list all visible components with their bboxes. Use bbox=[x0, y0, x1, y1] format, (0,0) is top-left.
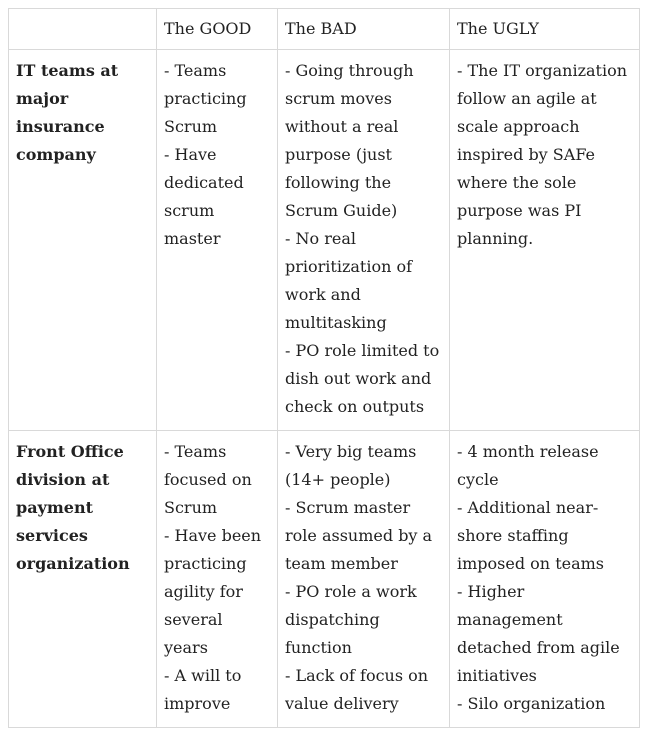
header-empty bbox=[9, 9, 157, 50]
good-item: - A will to improve bbox=[164, 666, 242, 713]
row-label: Front Office division at payment services organization bbox=[9, 431, 157, 728]
good-cell bbox=[157, 431, 278, 728]
bad-item: - PO role limited to dish out work and check on outputs bbox=[285, 341, 440, 416]
bad-item: - Going through scrum moves without a real purpose (just following the Scrum Guide) bbox=[285, 61, 414, 220]
header-good: The GOOD bbox=[157, 9, 278, 50]
good-item: - Have been practicing agility for several years bbox=[164, 526, 262, 657]
good-item: - Teams practicing Scrum bbox=[164, 61, 247, 136]
good-item: - Teams focused on Scrum bbox=[164, 442, 252, 517]
table-row bbox=[9, 50, 640, 431]
ugly-item: - Higher management detached from agile initiatives bbox=[457, 582, 620, 685]
good-cell bbox=[157, 50, 278, 431]
table-row bbox=[9, 431, 640, 728]
ugly-item: - Silo organization bbox=[457, 694, 606, 713]
ugly-cell bbox=[450, 50, 640, 431]
bad-item: - No real prioritization of work and multitasking bbox=[285, 229, 413, 332]
header-ugly: The UGLY bbox=[450, 9, 640, 50]
bad-item: - Scrum master role assumed by a team member bbox=[285, 498, 433, 573]
bad-item: - PO role a work dispatching function bbox=[285, 582, 417, 657]
ugly-item: - Additional near-shore staffing imposed on teams bbox=[457, 498, 605, 573]
comparison-table bbox=[8, 8, 640, 728]
header-row bbox=[9, 9, 640, 50]
ugly-item: - 4 month release cycle bbox=[457, 442, 599, 489]
bad-item: - Very big teams (14+ people) bbox=[285, 442, 417, 489]
bad-cell bbox=[278, 431, 450, 728]
ugly-cell bbox=[450, 431, 640, 728]
good-item: - Have dedicated scrum master bbox=[164, 145, 244, 248]
bad-cell bbox=[278, 50, 450, 431]
header-bad: The BAD bbox=[278, 9, 450, 50]
ugly-item: - The IT organization follow an agile at scale approach inspired by SAFe where the sole purpose was PI planning. bbox=[457, 61, 628, 248]
bad-item: - Lack of focus on value delivery bbox=[285, 666, 429, 713]
row-label: IT teams at major insurance company bbox=[9, 50, 157, 431]
